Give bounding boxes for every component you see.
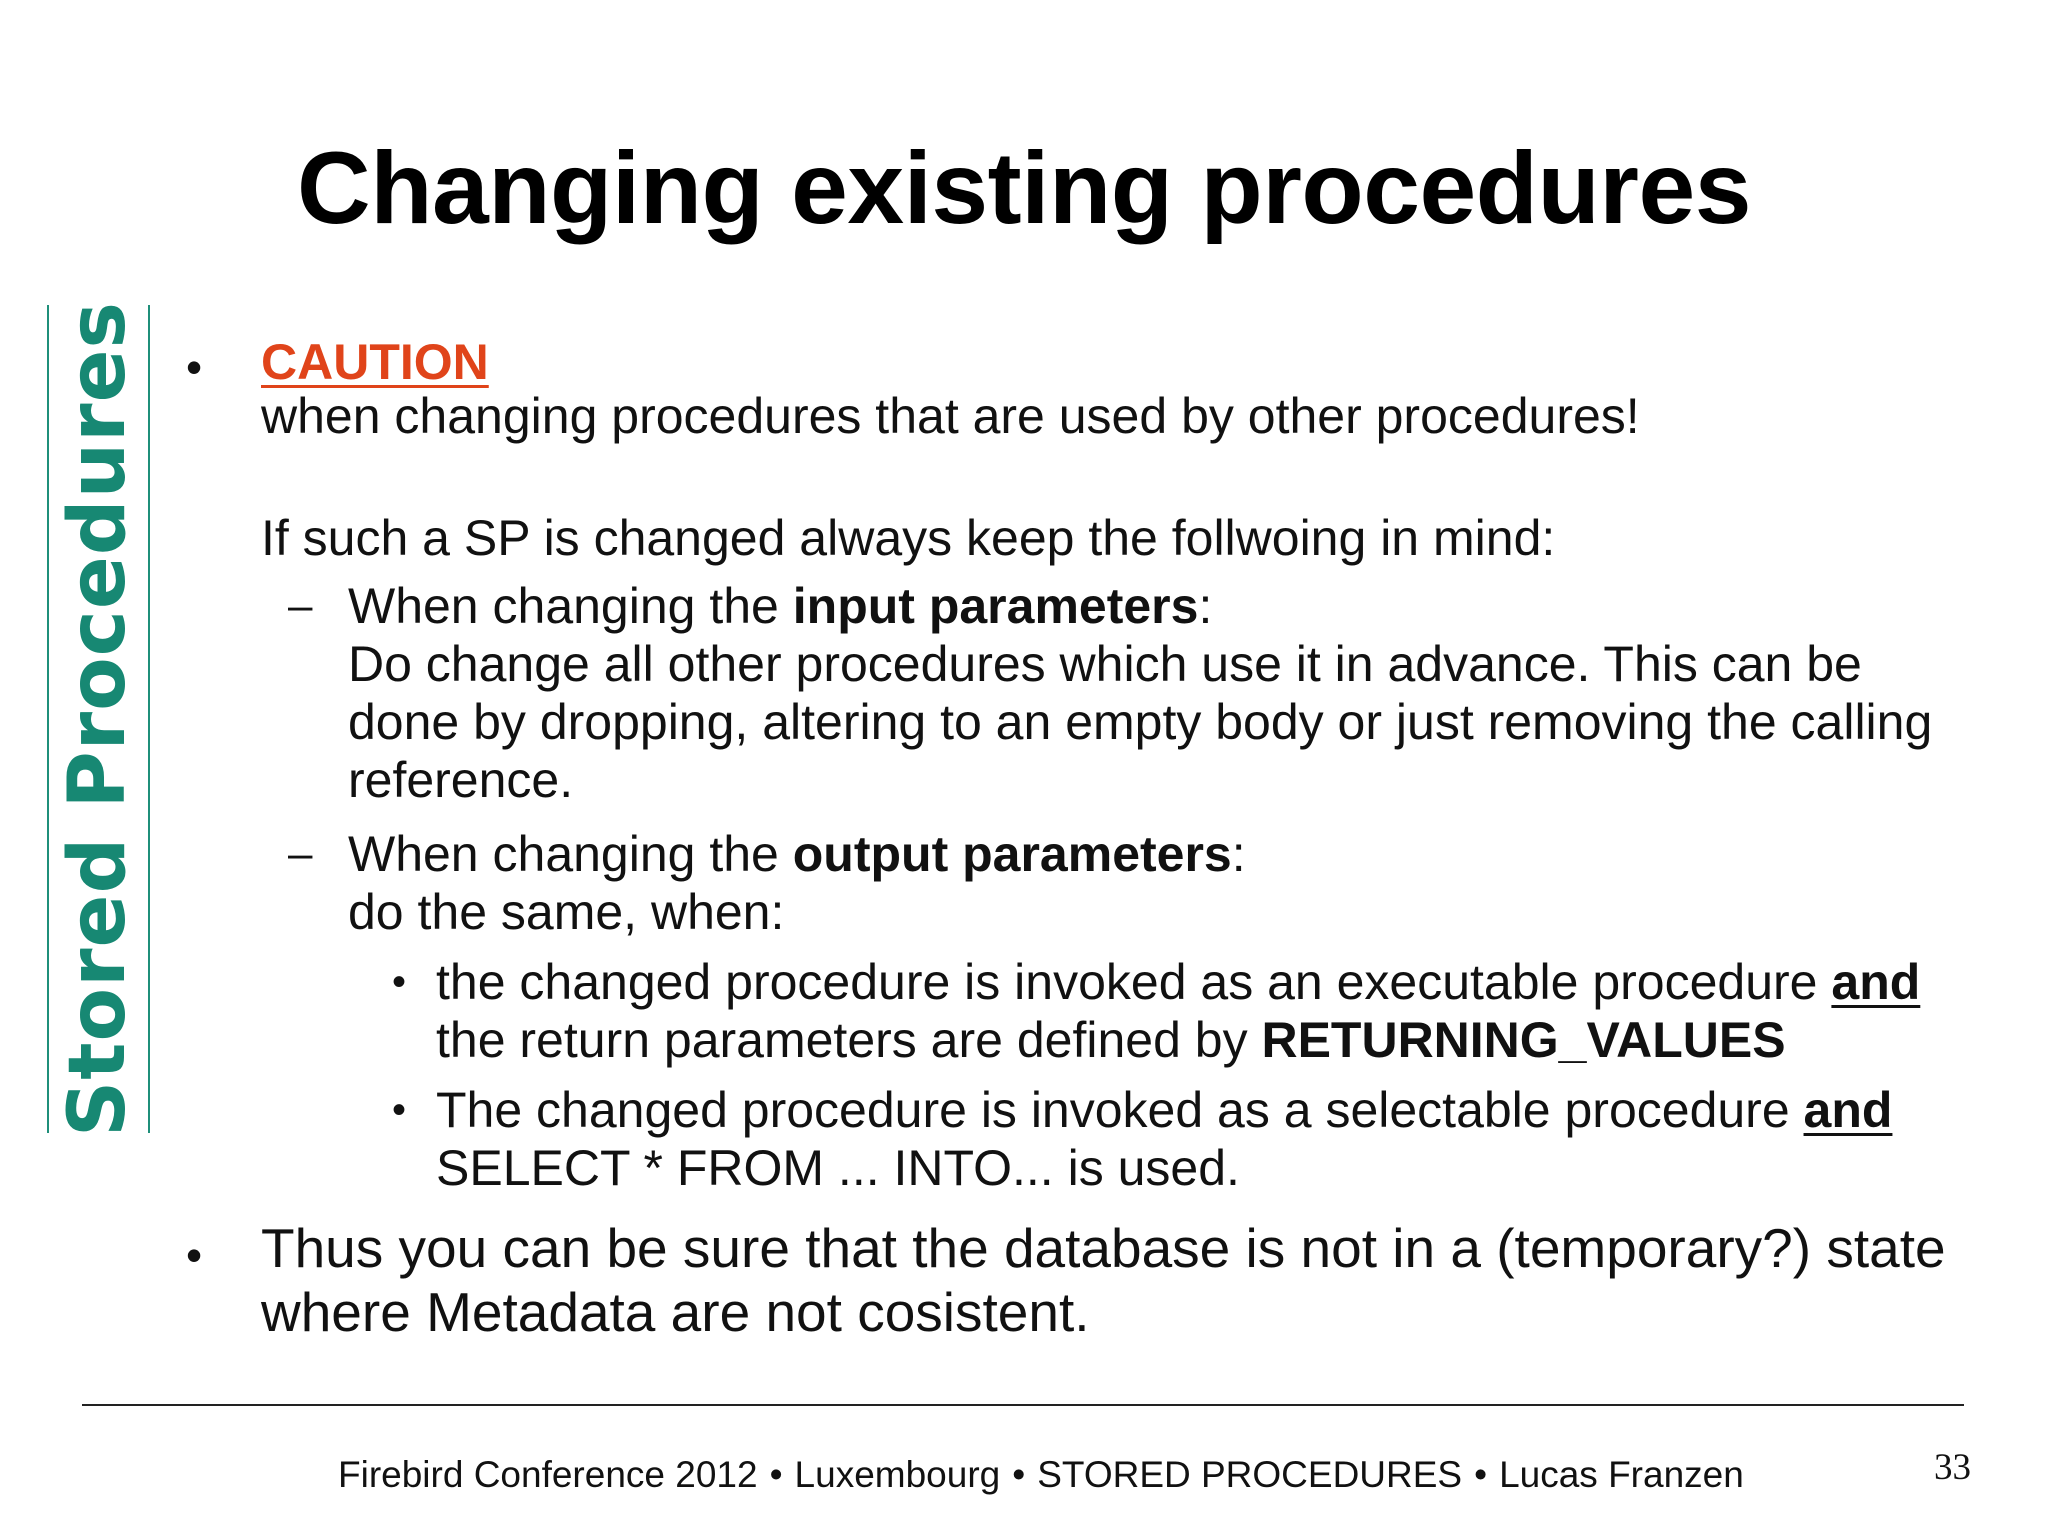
side-label: Stored Procedures xyxy=(53,301,143,1137)
bullet2-line1: Thus you can be sure that the database is not in a (temporary?) state xyxy=(261,1217,1946,1279)
sub2-bold: output parameters xyxy=(792,826,1232,882)
subsub2-text: The changed procedure is invoked as a selectable procedure xyxy=(436,1082,1804,1138)
footer-conference: Firebird Conference 2012 xyxy=(338,1454,758,1495)
footer xyxy=(338,1454,1744,1496)
bullet1-line1: when changing procedures that are used by other procedures! xyxy=(261,388,1640,444)
sub1-line1: Do change all other procedures which use it in advance. This can be xyxy=(348,636,1862,692)
sub2-suffix: : xyxy=(1231,826,1246,882)
subsub1-line2-text: the return parameters are defined by xyxy=(436,1012,1262,1068)
sub-bullet-dot-icon: • xyxy=(392,1088,407,1132)
subsub1-text: the changed procedure is invoked as an executable procedure xyxy=(436,954,1832,1010)
sub2-heading xyxy=(348,824,1246,884)
subsub2-and: and xyxy=(1803,1082,1893,1138)
subsub1-line2 xyxy=(436,1010,1786,1070)
subsub1-line1 xyxy=(436,952,1920,1012)
bullet1-line2: If such a SP is changed always keep the follwoing in mind: xyxy=(261,510,1556,566)
sub1-line3: reference. xyxy=(348,752,574,808)
footer-divider xyxy=(82,1404,1964,1406)
subsub1-and: and xyxy=(1831,954,1921,1010)
sub1-line2: done by dropping, altering to an empty body or just removing the calling xyxy=(348,694,1933,750)
dash-icon: – xyxy=(288,829,313,878)
subsub2-line2: SELECT * FROM ... INTO... is used. xyxy=(436,1140,1240,1196)
sub2-line: do the same, when: xyxy=(348,884,785,940)
side-rule-right xyxy=(148,305,150,1133)
sub1-prefix: When changing the xyxy=(348,578,793,634)
page-number: 33 xyxy=(1934,1447,1971,1488)
footer-separator: • xyxy=(1012,1454,1026,1495)
slide-title: Changing existing procedures xyxy=(297,131,1751,245)
side-rule-left xyxy=(47,305,49,1133)
footer-separator: • xyxy=(1474,1454,1488,1495)
sub1-suffix: : xyxy=(1198,578,1213,634)
sub1-heading xyxy=(348,576,1212,636)
footer-topic: STORED PROCEDURES xyxy=(1037,1454,1463,1495)
subsub2-line1 xyxy=(436,1080,1892,1140)
subsub1-returning-values: RETURNING_VALUES xyxy=(1261,1012,1786,1068)
caution-label: CAUTION xyxy=(261,334,489,390)
bullet-dot-icon: • xyxy=(186,1229,203,1281)
caution-heading xyxy=(261,332,489,392)
sub-bullet-dot-icon: • xyxy=(392,960,407,1004)
footer-location: Luxembourg xyxy=(794,1454,1001,1495)
bullet-dot-icon: • xyxy=(186,341,203,393)
footer-author: Lucas Franzen xyxy=(1499,1454,1744,1495)
sub1-bold: input parameters xyxy=(792,578,1199,634)
sub2-prefix: When changing the xyxy=(348,826,793,882)
bullet2-line2: where Metadata are not cosistent. xyxy=(261,1281,1090,1343)
dash-icon: – xyxy=(288,581,313,630)
footer-separator: • xyxy=(769,1454,783,1495)
